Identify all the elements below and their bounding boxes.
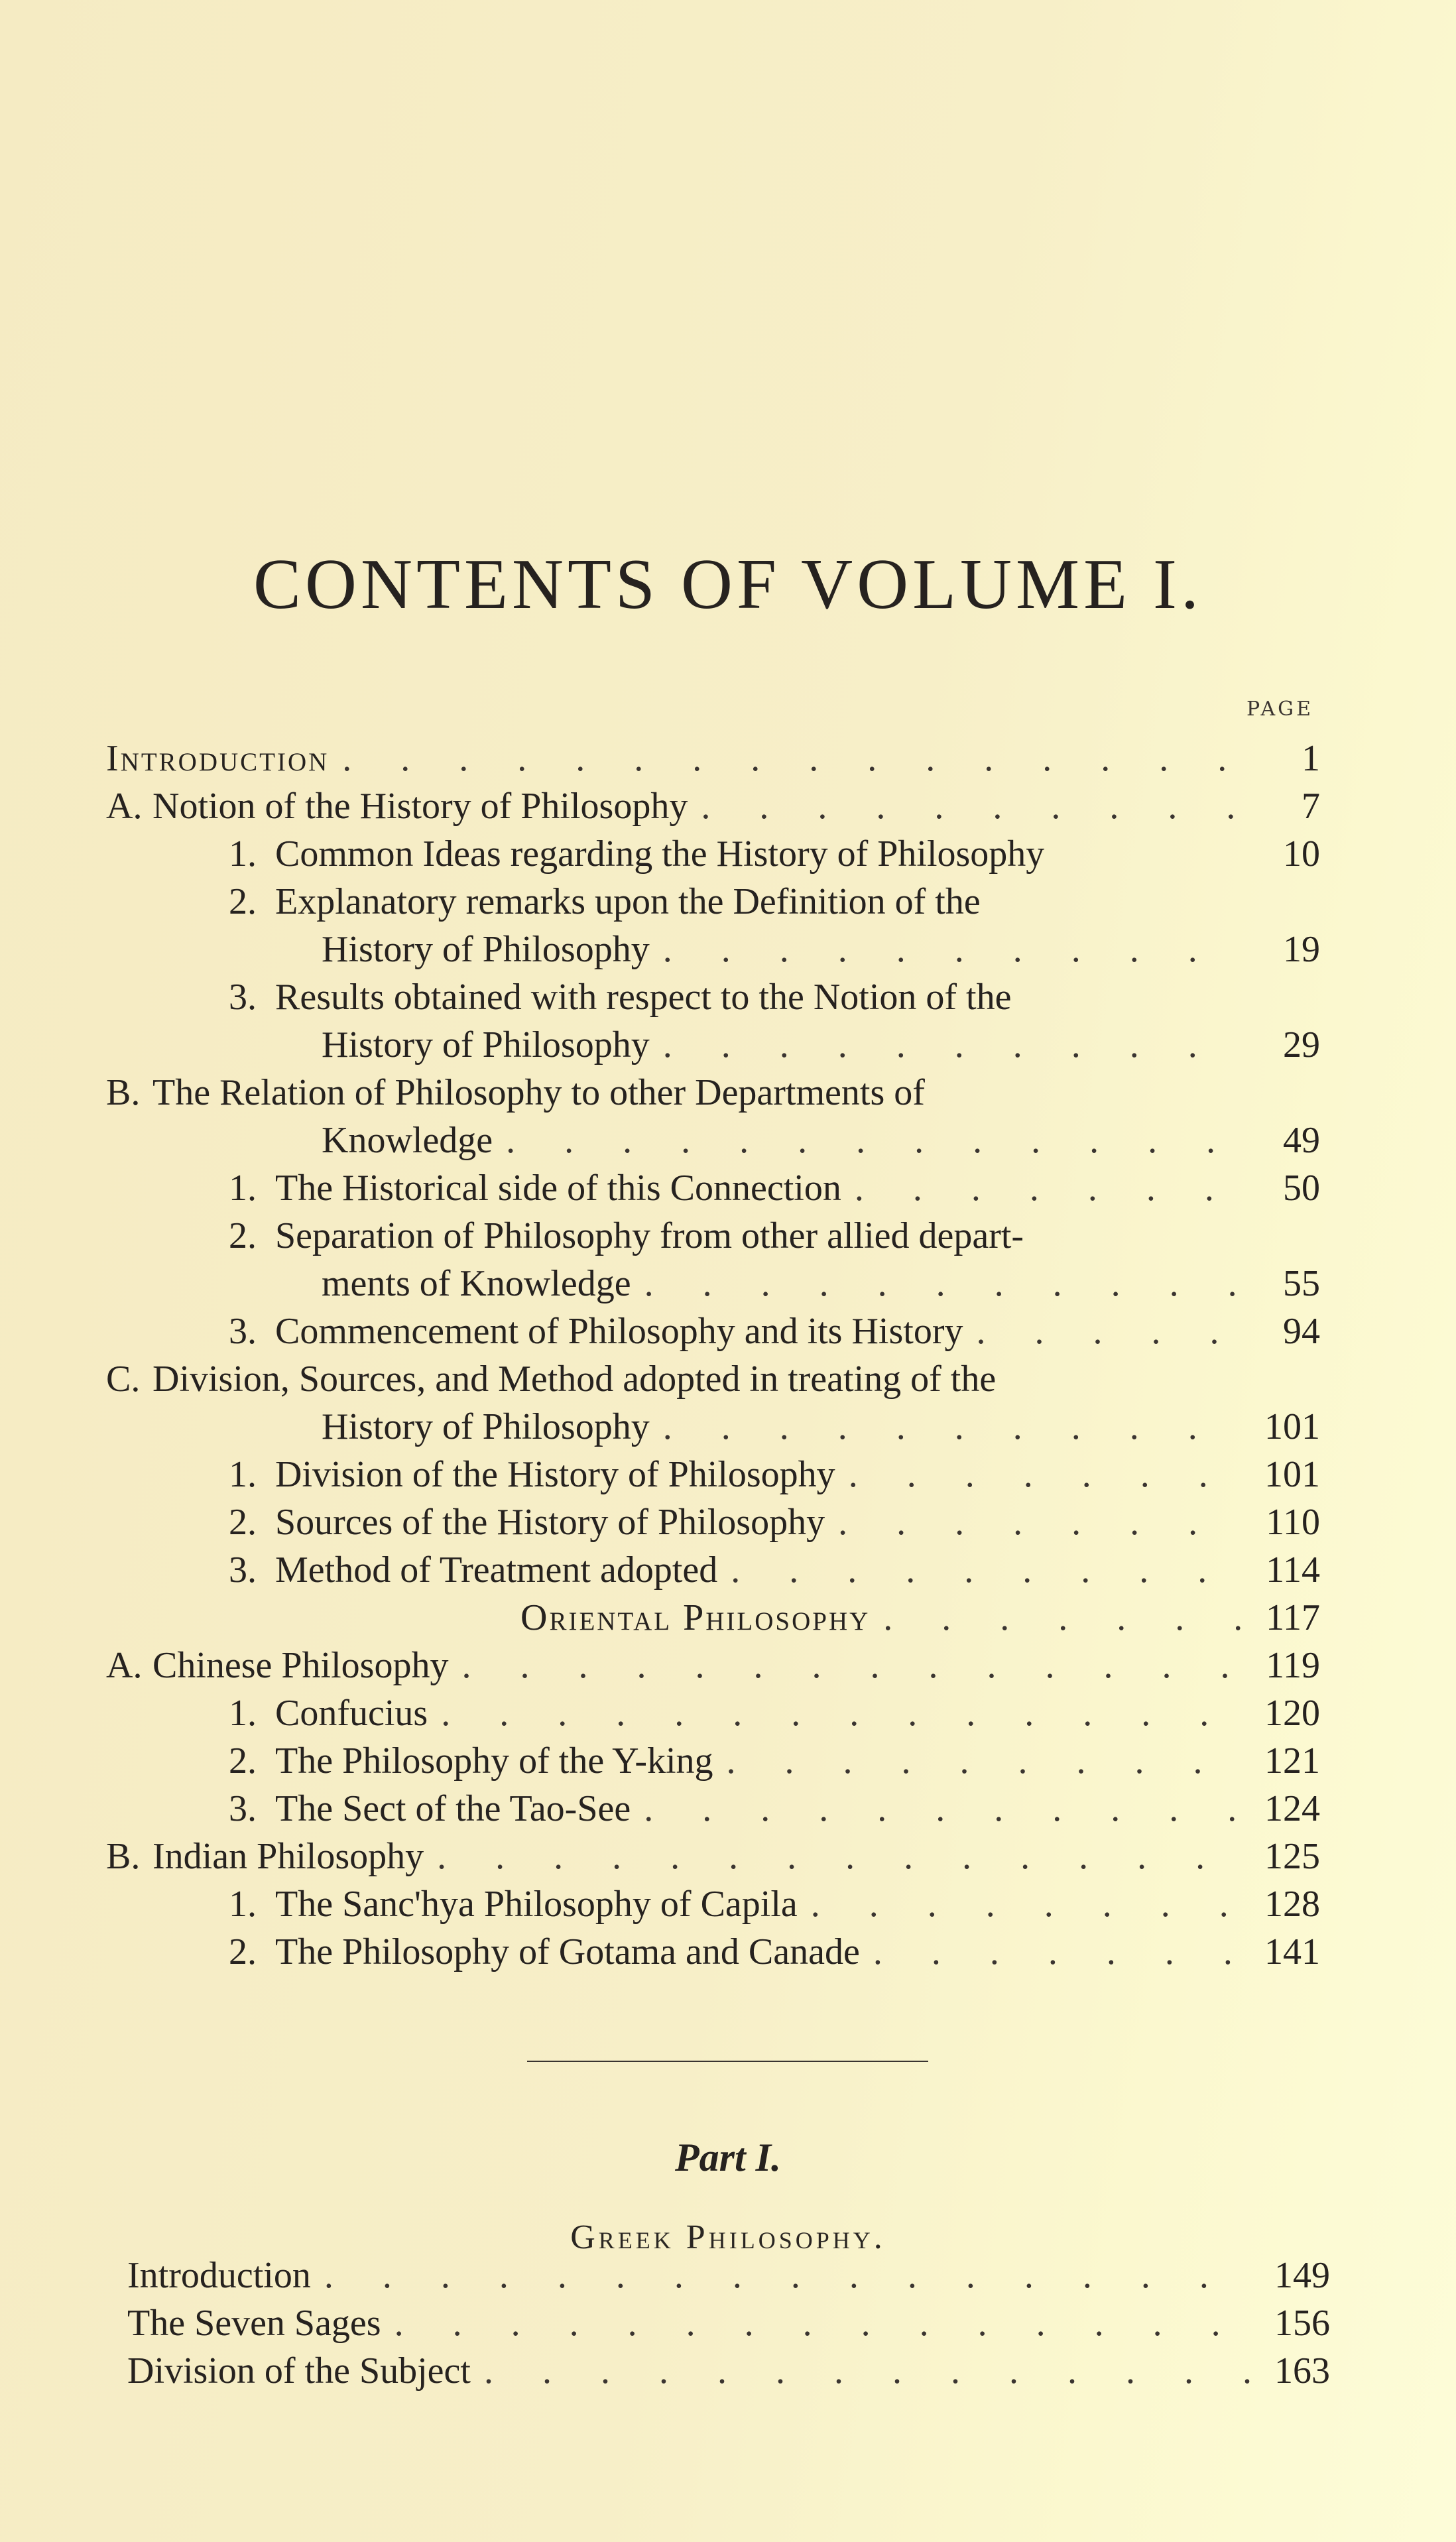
- page-column-header: PAGE: [1246, 697, 1313, 721]
- toc-entry-marker: 3.: [229, 1549, 257, 1591]
- leader-dots: [870, 1597, 1248, 1639]
- leader-dots: [631, 1262, 1248, 1305]
- toc-entry-division-of-subject[interactable]: [127, 2350, 1330, 2397]
- toc-entry-division-sources-cont[interactable]: [322, 1406, 1320, 1453]
- toc-entry-label: The Philosophy of the Y-king: [275, 1740, 713, 1782]
- toc-entry-marker: 2.: [229, 1931, 257, 1972]
- toc-entry-label: The Historical side of this Connection: [275, 1168, 841, 1209]
- toc-entry-marker: 3.: [229, 1311, 257, 1352]
- toc-page-number: 141: [1264, 1931, 1320, 1972]
- leader-dots: [448, 1644, 1248, 1687]
- leader-dots: [841, 1167, 1248, 1209]
- leader-dots: [493, 1119, 1248, 1162]
- toc-entry-marker: C.: [106, 1359, 141, 1400]
- toc-page-number: 7: [1302, 786, 1320, 827]
- toc-entry-label: Common Ideas regarding the History of Philosophy: [275, 833, 1045, 875]
- toc-entry-confucius[interactable]: [229, 1692, 1320, 1740]
- toc-entry-marker: A.: [106, 786, 143, 827]
- toc-entry-seven-sages[interactable]: [127, 2302, 1330, 2350]
- toc-page-number: 114: [1266, 1549, 1320, 1591]
- toc-entry-label: ments of Knowledge: [322, 1263, 631, 1304]
- toc-entry-label: Sources of the History of Philosophy: [275, 1502, 825, 1543]
- toc-entry-oriental-philosophy[interactable]: [520, 1597, 1320, 1644]
- toc-page-number: 101: [1264, 1406, 1320, 1447]
- toc-entry-label: The Seven Sages: [127, 2303, 381, 2344]
- page-title: CONTENTS OF VOLUME I.: [253, 545, 1203, 624]
- leader-dots: [825, 1501, 1248, 1543]
- toc-entry-chinese-philosophy[interactable]: [106, 1644, 1320, 1692]
- toc-entry-separation-cont[interactable]: [322, 1262, 1320, 1310]
- toc-entry-label: Indian Philosophy: [152, 1836, 424, 1877]
- toc-entry-label: Notion of the History of Philosophy: [152, 786, 688, 827]
- leader-dots: [381, 2302, 1258, 2344]
- toc-page-number: 1: [1302, 738, 1320, 779]
- toc-entry-relation-cont[interactable]: [322, 1119, 1320, 1167]
- toc-entry-marker: 2.: [229, 1215, 257, 1256]
- toc-page-number: 50: [1283, 1168, 1320, 1209]
- toc-entry-label: Introduction: [127, 2255, 311, 2296]
- toc-entry-marker: 3.: [229, 1788, 257, 1829]
- leader-dots: [311, 2254, 1258, 2297]
- toc-entry-label: Confucius: [275, 1693, 428, 1734]
- toc-entry-commencement[interactable]: [229, 1310, 1320, 1358]
- toc-entry-notion[interactable]: [106, 785, 1320, 833]
- toc-page-number: 156: [1274, 2303, 1330, 2344]
- part-subtitle: Greek Philosophy.: [570, 2218, 886, 2256]
- toc-page-number: 119: [1266, 1645, 1320, 1686]
- section-divider: [527, 2061, 928, 2062]
- toc-entry-results-obtained[interactable]: [229, 976, 1320, 1024]
- toc-page-number: 149: [1274, 2255, 1330, 2296]
- toc-entry-common-ideas[interactable]: [229, 833, 1320, 880]
- toc-entry-marker: 1.: [229, 1884, 257, 1925]
- toc-entry-results-obtained-cont[interactable]: [322, 1024, 1320, 1071]
- toc-entry-sources[interactable]: [229, 1501, 1320, 1549]
- leader-dots: [631, 1787, 1248, 1830]
- part-heading: Part I.: [674, 2136, 782, 2179]
- toc-page-number: 19: [1283, 929, 1320, 970]
- leader-dots: [798, 1883, 1248, 1925]
- toc-page-number: 101: [1264, 1454, 1320, 1495]
- toc-entry-greek-introduction[interactable]: [127, 2254, 1330, 2302]
- leader-dots: [717, 1549, 1248, 1591]
- toc-entry-indian-philosophy[interactable]: [106, 1835, 1320, 1883]
- toc-entry-marker: 2.: [229, 881, 257, 922]
- toc-entry-marker: 1.: [229, 1168, 257, 1209]
- toc-entry-label: The Sanc'hya Philosophy of Capila: [275, 1884, 798, 1925]
- toc-entry-label: Division of the Subject: [127, 2350, 471, 2391]
- toc-entry-label: The Sect of the Tao-See: [275, 1788, 631, 1829]
- toc-entry-marker: B.: [106, 1836, 141, 1877]
- toc-entry-label: Commencement of Philosophy and its History: [275, 1311, 963, 1352]
- leader-dots: [713, 1740, 1248, 1782]
- toc-entry-label: Knowledge: [322, 1120, 493, 1161]
- toc-entry-y-king[interactable]: [229, 1740, 1320, 1787]
- toc-entry-explanatory-remarks-cont[interactable]: [322, 928, 1320, 976]
- toc-entry-marker: 1.: [229, 1693, 257, 1734]
- toc-entry-label: Oriental Philosophy: [520, 1597, 871, 1638]
- toc-entry-label: Results obtained with respect to the Notion of the: [275, 977, 1012, 1018]
- toc-entry-division[interactable]: [229, 1453, 1320, 1501]
- toc-entry-sanchya[interactable]: [229, 1883, 1320, 1931]
- toc-entry-marker: 2.: [229, 1740, 257, 1782]
- toc-entry-label: Division of the History of Philosophy: [275, 1454, 835, 1495]
- toc-entry-label: History of Philosophy: [322, 1406, 650, 1447]
- leader-dots: [835, 1453, 1248, 1496]
- toc-entry-label: The Philosophy of Gotama and Canade: [275, 1931, 860, 1972]
- leader-dots: [471, 2350, 1258, 2392]
- toc-page-number: 121: [1264, 1740, 1320, 1782]
- toc-entry-marker: 1.: [229, 833, 257, 875]
- toc-entry-division-sources[interactable]: [106, 1358, 1320, 1406]
- toc-entry-label: Explanatory remarks upon the Definition of the: [275, 881, 981, 922]
- leader-dots: [650, 928, 1248, 971]
- toc-entry-gotama[interactable]: [229, 1931, 1320, 1978]
- toc-entry-label: Separation of Philosophy from other allied depart-: [275, 1215, 1024, 1256]
- toc-entry-label: History of Philosophy: [322, 929, 650, 970]
- leader-dots: [329, 737, 1248, 780]
- toc-page-number: 163: [1274, 2350, 1330, 2391]
- toc-entry-relation[interactable]: [106, 1071, 1320, 1119]
- toc-entry-separation[interactable]: [229, 1215, 1320, 1262]
- toc-page-number: 94: [1283, 1311, 1320, 1352]
- toc-page-number: 124: [1264, 1788, 1320, 1829]
- leader-dots: [428, 1692, 1248, 1734]
- toc-entry-marker: 1.: [229, 1454, 257, 1495]
- toc-page-number: 55: [1283, 1263, 1320, 1304]
- toc-entry-tao-see[interactable]: [229, 1787, 1320, 1835]
- toc-entry-marker: A.: [106, 1645, 143, 1686]
- toc-page-number: 117: [1266, 1597, 1320, 1638]
- toc-page-number: 120: [1264, 1693, 1320, 1734]
- toc-entry-label: History of Philosophy: [322, 1024, 650, 1065]
- leader-dots: [963, 1310, 1248, 1353]
- toc-page-number: 125: [1264, 1836, 1320, 1877]
- toc-page-number: 49: [1283, 1120, 1320, 1161]
- toc-page-number: 128: [1264, 1884, 1320, 1925]
- toc-page-number: 29: [1283, 1024, 1320, 1065]
- toc-entry-marker: 2.: [229, 1502, 257, 1543]
- leader-dots: [424, 1835, 1248, 1878]
- leader-dots: [688, 785, 1248, 827]
- toc-entry-marker: 3.: [229, 977, 257, 1018]
- toc-entry-historical-side[interactable]: [229, 1167, 1320, 1215]
- toc-entry-method[interactable]: [229, 1549, 1320, 1597]
- toc-entry-introduction[interactable]: [106, 737, 1320, 785]
- toc-entry-label: The Relation of Philosophy to other Departments of: [152, 1072, 925, 1113]
- leader-dots: [650, 1406, 1248, 1448]
- leader-dots: [650, 1024, 1248, 1066]
- toc-page-number: 110: [1266, 1502, 1320, 1543]
- toc-entry-explanatory-remarks[interactable]: [229, 880, 1320, 928]
- toc-entry-label: Division, Sources, and Method adopted in treating of the: [152, 1359, 997, 1400]
- leader-dots: [860, 1931, 1248, 1973]
- toc-entry-marker: B.: [106, 1072, 141, 1113]
- toc-entry-label: Introduction: [106, 738, 330, 779]
- toc-entry-label: Method of Treatment adopted: [275, 1549, 718, 1591]
- toc-page-number: 10: [1283, 833, 1320, 875]
- toc-entry-label: Chinese Philosophy: [152, 1645, 449, 1686]
